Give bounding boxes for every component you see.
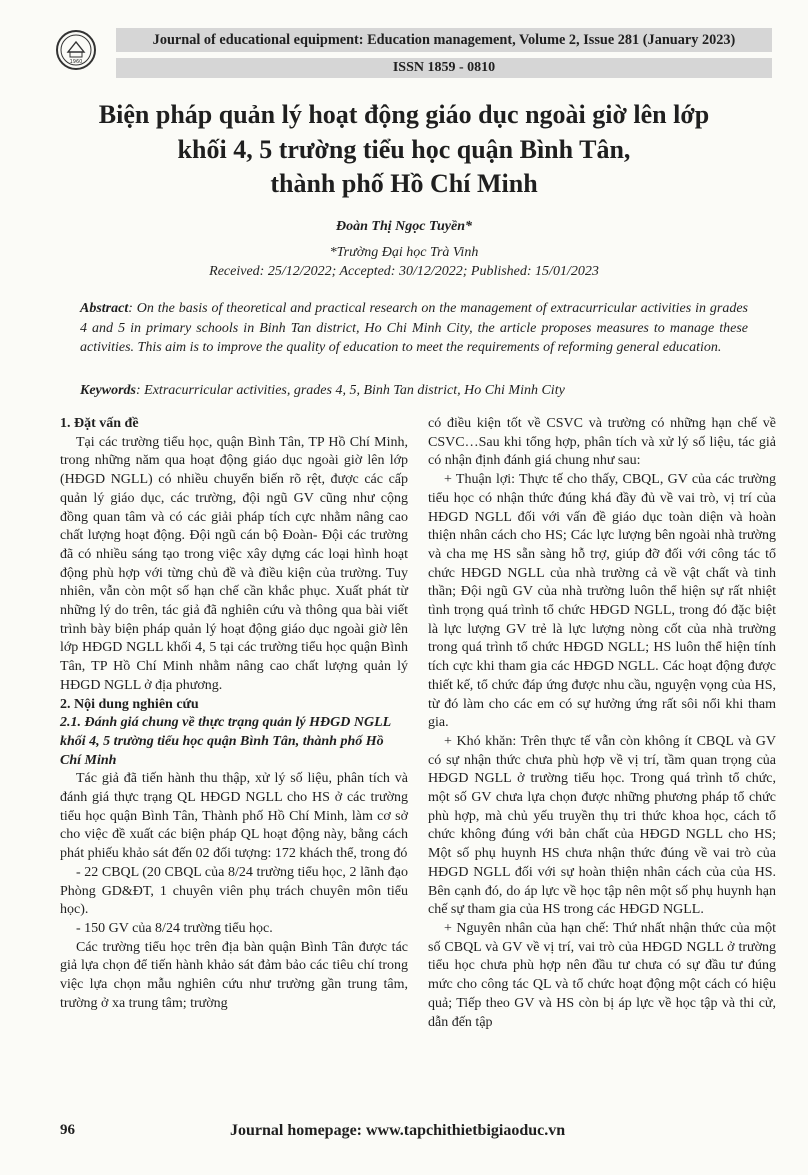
publication-dates: Received: 25/12/2022; Accepted: 30/12/2022; Published: 15/01/2023	[209, 264, 599, 279]
journal-logo	[56, 30, 96, 70]
paragraph: + Khó khăn: Trên thực tế vẫn còn không ít CBQL và GV có sự nhận thức chưa phù hợp về vị trí, tầm quan trọng của HĐGD NGLL ở trường tiểu học. Trong quá trình tổ chức, một số GV chưa lựa chọn được những phương pháp tổ chức phù hợp, mà chủ yếu truyền thụ tri thức khoa học, cách tổ chức không đúng với bản chất của HĐGD NGLL cho HS; Một số phụ huynh HS chưa nhận thức đúng về vai trò của HĐGD NGLL đối với sự hoàn thiện nhân cách của của HS. Bên cạnh đó, do áp lực về học tập nên một số phụ huynh hạn chế sự tham gia của HS trong các HĐGD NGLL.	[428, 733, 776, 918]
journal-homepage: Journal homepage: www.tapchithietbigiaoduc.vn	[230, 1122, 566, 1139]
paragraph: Tại các trường tiểu học, quận Bình Tân, TP Hồ Chí Minh, trong những năm qua hoạt động giáo dục ngoài giờ lên lớp (HĐGD NGLL) có nhiều chuyển biến rõ rệt, được các cấp quản lý giáo dục, các trường, đội ngũ GV cũng như cộng đồng quan tâm và có các giải pháp tích cực nhằm nâng cao chất lượng hoạt động. Đội ngũ cán bộ Đoàn- Đội các trường đã có nhiều sáng tạo trong việc xây dựng các loại hình hoạt động phù hợp với từng chủ đề và điều kiện của trường. Tuy nhiên, vẫn còn một số hạn chế cần khắc phục. Xuất phát từ những lý do trên, tác giả đã nghiên cứu và thông qua bài viết trình bày biện pháp quản lý hoạt động giáo dục ngoài giờ lên lớp HĐGD NGLL khối 4, 5 tại các trường tiểu học quận Bình Tân, TP Hồ Chí Minh nhằm nâng cao chất lượng quản lý HĐGD NGLL ở địa phương.	[60, 434, 408, 693]
title-line-3: thành phố Hồ Chí Minh	[270, 169, 538, 198]
logo-year: 1960	[69, 59, 83, 65]
article-title	[40, 98, 768, 202]
paragraph: + Thuận lợi: Thực tế cho thấy, CBQL, GV của các trường tiểu học có nhận thức đúng khá đầy đủ về vai trò, vị trí của HĐGD NGLL đối với vấn đề giáo dục toàn diện và hoàn thiện nhân cách cho HS; Các lực lượng bên ngoài nhà trường và cha mẹ HS sẵn sàng hỗ trợ, giúp đỡ đối với công tác tổ chức HĐGD NGLL của nhà trường cả về vật chất và tinh thần; Đội ngũ GV của nhà trường luôn thể hiện sự rất nhiệt tình trọng quá trình tổ chức HĐGD NGLL, trong đó đặc biệt là lực lượng GV trẻ là lực lượng nòng cốt của nhà trường trong quá trình tổ chức HĐGD NGLL; HS luôn thể hiện tính tích cực khi tham gia các HĐGD NGLL. Các hoạt động được thiết kế, tổ chức đáp ứng được nhu cầu, nguyện vọng của HS, từ đó làm cho các em có sự hưởng ứng rất sôi nổi khi tham gia.	[428, 472, 776, 731]
paragraph: - 150 GV của 8/24 trường tiểu học.	[76, 920, 273, 936]
title-line-1: Biện pháp quản lý hoạt động giáo dục ngoài giờ lên lớp	[98, 100, 710, 129]
journal-logo-icon	[58, 32, 94, 68]
section-heading-1: 1. Đặt vấn đề	[60, 416, 139, 431]
issn-line: ISSN 1859 - 0810	[116, 58, 772, 78]
section-heading-2: 2. Nội dung nghiên cứu	[60, 696, 199, 712]
paragraph: Tác giả đã tiến hành thu thập, xử lý số liệu, phân tích và đánh giá thực trạng QL HĐGD NGLL cho HS ở các trường tiểu học quận Bình Tân, Thành phố Hồ Chí Minh, làm cơ sở cho việc đề xuất các biện pháp QL hoạt động này, bằng cách phát phiếu khảo sát đến 02 đối tượng: 172 khách thể, trong đó	[60, 771, 408, 862]
paragraph: - 22 CBQL (20 CBQL của 8/24 trường tiểu học, 2 lãnh đạo Phòng GD&ĐT, 1 chuyên viên phụ trách chuyên môn tiểu học).	[60, 864, 408, 918]
author-affiliation: *Trường Đại học Trà Vinh	[329, 245, 479, 260]
journal-banner: Journal of educational equipment: Education management, Volume 2, Issue 281 (January 2023)	[116, 28, 772, 52]
keywords	[80, 383, 748, 399]
paragraph: có điều kiện tốt về CSVC và trường có những hạn chế về CSVC…Sau khi tổng hợp, phân tích và xử lý số liệu, tác giả có nhận định đánh giá chung như sau:	[428, 416, 776, 469]
right-column	[428, 415, 776, 1032]
abstract	[80, 299, 748, 358]
title-line-2: khối 4, 5 trường tiểu học quận Bình Tân,	[177, 134, 631, 164]
author-name: Đoàn Thị Ngọc Tuyền*	[336, 219, 472, 234]
page-number: 96	[60, 1122, 75, 1138]
left-column	[60, 415, 408, 1014]
abstract-label: Abstract	[80, 301, 129, 316]
keywords-text: : Extracurricular activities, grades 4, 5, Binh Tan district, Ho Chi Minh City	[136, 383, 565, 398]
paragraph: Các trường tiểu học trên địa bàn quận Bình Tân được tác giả lựa chọn để tiến hành khảo sát đảm bảo các tiêu chí trong việc lựa chọn mẫu nghiên cứu như trường gần trung tâm, trường ở xa trung tâm; trường	[60, 939, 408, 1011]
keywords-label: Keywords	[80, 383, 136, 398]
subsection-heading-2-1: 2.1. Đánh giá chung về thực trạng quản lý HĐGD NGLL khối 4, 5 trường tiểu học quận Bình Tân, thành phố Hồ Chí Minh	[60, 715, 391, 768]
paragraph: + Nguyên nhân của hạn chế: Thứ nhất nhận thức của một số CBQL và GV về vị trí, vai trò của HĐGD NGLL ở trường tiểu học chưa phù hợp nên đầu tư chưa có sự đầu tư đúng mức cho công tác QL và tổ chức hoạt động một cách có hiệu quả; Tiếp theo GV và HS còn bị áp lực về học tập và thi cử, dẫn đến tập	[428, 920, 776, 1030]
abstract-text: : On the basis of theoretical and practical research on the management of extracurricular activities in grades 4 and 5 in primary schools in Binh Tan district, Ho Chi Minh City, the article proposes measures to manage these activities. This aim is to improve the quality of education to meet the requirements of reforming general education.	[80, 301, 748, 355]
